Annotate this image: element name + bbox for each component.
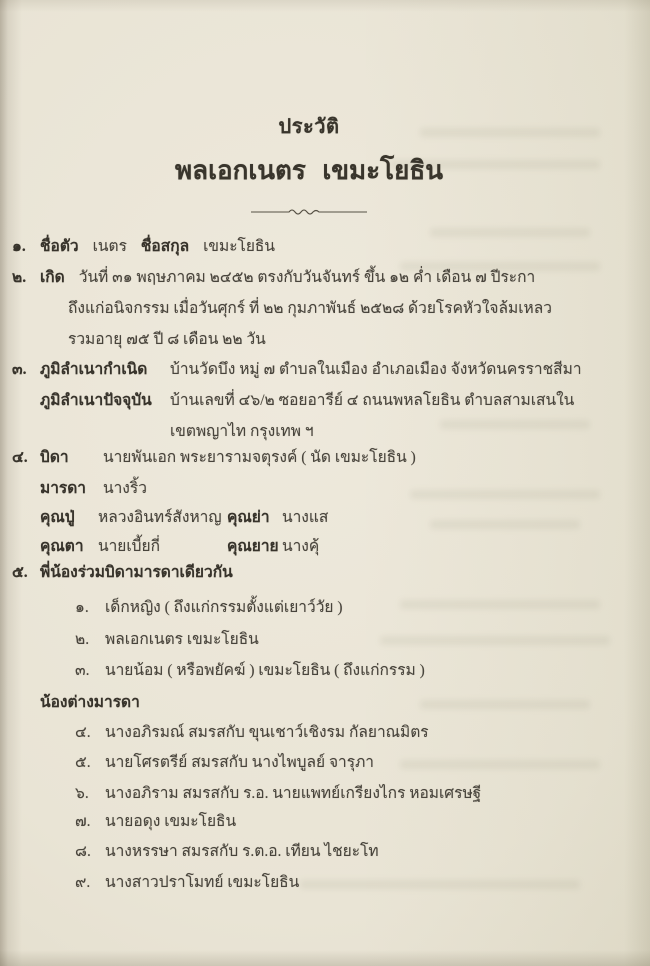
sibling-name: พลเอกเนตร เขมะโยธิน (105, 631, 259, 648)
sibling-row (0, 660, 636, 682)
maternal-grandfather-label: คุณตา (40, 538, 84, 555)
item-number: ๓. (12, 361, 27, 378)
sibling-number: ๓. (75, 662, 90, 679)
sibling-number: ๕. (75, 754, 91, 771)
sibling-name: นายโศรตรีย์ สมรสกับ นางไพบูลย์ จารุภา (105, 754, 374, 771)
grandfather-name: หลวงอินทร์สังหาญ (98, 509, 222, 526)
residence-address: บ้านเลขที่ ๔๖/๒ ซอยอารีย์ ๔ ถนนพหลโยธิน ตำบลสามเสนใน (170, 392, 575, 409)
mother-label: มารดา (40, 480, 87, 497)
residence-line (0, 390, 636, 412)
residence-district: เขตพญาไท กรุงเทพ ฯ (170, 423, 314, 440)
paternal-grandparents-line (0, 507, 636, 529)
sibling-number: ๙. (75, 874, 91, 891)
siblings-heading: พี่น้องร่วมบิดามารดาเดียวกัน (40, 564, 233, 581)
grandmother-label: คุณย่า (227, 509, 270, 526)
mother-line (0, 478, 636, 500)
mother-name: นางริ้ว (103, 480, 147, 497)
sibling-name: นางหรรษา สมรสกับ ร.ต.อ. เทียน ไชยะโท (105, 843, 379, 860)
item-number: ๔. (12, 449, 28, 466)
item-1-name (0, 236, 636, 258)
grandmother-name: นางแส (282, 509, 329, 526)
father-name: นายพันเอก พระยารามจตุรงค์ ( นัด เขมะโยธิน ) (103, 449, 416, 466)
sibling-name: เด็กหญิง ( ถึงแก่กรรมตั้งแต่เยาว์วัย ) (105, 599, 343, 616)
sibling-number: ๔. (75, 724, 91, 741)
item-3-birthplace (0, 359, 636, 381)
sibling-name: นายอดุง เขมะโยธิน (105, 813, 237, 830)
half-siblings-heading: น้องต่างมารดา (40, 694, 140, 711)
residence-line-2 (0, 421, 636, 443)
given-name-label: ชื่อตัว (40, 238, 79, 255)
half-sibling-row (0, 722, 636, 744)
maternal-grandparents-line (0, 536, 636, 558)
sibling-name: นางสาวปราโมทย์ เขมะโยธิน (105, 874, 300, 891)
half-sibling-row (0, 783, 636, 805)
surname-label: ชื่อสกุล (140, 238, 190, 255)
death-date: ถึงแก่อนิจกรรม เมื่อวันศุกร์ ที่ ๒๒ กุมภาพันธ์ ๒๕๒๘ ด้วยโรคหัวใจล้มเหลว (68, 300, 552, 317)
sibling-number: ๑. (75, 599, 89, 616)
squiggle-divider (0, 204, 634, 222)
given-name: เนตร (92, 238, 127, 255)
sibling-number: ๒. (75, 631, 90, 648)
birthplace-label: ภูมิลำเนากำเนิด (40, 361, 148, 378)
item-5-siblings-heading (0, 562, 636, 584)
item-2-birth (0, 267, 636, 289)
item-number: ๒. (12, 269, 27, 286)
sibling-number: ๗. (75, 813, 91, 830)
maternal-grandmother-name: นางคุ้ (282, 538, 320, 555)
item-4-father (0, 447, 636, 469)
item-number: ๑. (12, 238, 26, 255)
sibling-number: ๖. (75, 785, 89, 802)
sibling-name: นางอภิรมณ์ สมรสกับ ขุนเชาว์เชิงรม กัลยาณมิตร (105, 724, 429, 741)
maternal-grandmother-label: คุณยาย (227, 538, 279, 555)
birth-date: วันที่ ๓๑ พฤษภาคม ๒๔๕๒ ตรงกับวันจันทร์ ขึ้น ๑๒ ค่ำ เดือน ๗ ปีระกา (78, 269, 536, 286)
sibling-name: นางอภิราม สมรสกับ ร.อ. นายแพทย์เกรียงไกร หอมเศรษฐี (105, 785, 482, 802)
father-label: บิดา (40, 449, 69, 466)
grandfather-label: คุณปู่ (40, 509, 75, 526)
half-sibling-row (0, 752, 636, 774)
page-title: ประวัติ (278, 116, 340, 138)
age-total: รวมอายุ ๗๕ ปี ๘ เดือน ๒๒ วัน (68, 331, 266, 348)
maternal-grandfather-name: นายเบี้ยกี่ (98, 538, 160, 555)
item-number: ๕. (12, 564, 28, 581)
death-line (0, 298, 636, 320)
sibling-number: ๘. (75, 843, 91, 860)
residence-label: ภูมิลำเนาปัจจุบัน (40, 392, 152, 409)
birth-label: เกิด (40, 269, 65, 286)
birthplace: บ้านวัดบึง หมู่ ๗ ตำบลในเมือง อำเภอเมือง จังหวัดนครราชสีมา (170, 361, 582, 378)
half-sibling-row (0, 841, 636, 863)
sibling-row (0, 629, 636, 651)
half-sibling-row (0, 811, 636, 833)
half-siblings-heading-line (0, 692, 636, 714)
half-sibling-row (0, 872, 636, 894)
person-name-title: พลเอกเนตร เขมะโยธิน (175, 156, 443, 185)
sibling-row (0, 597, 636, 619)
surname: เขมะโยธิน (203, 238, 275, 255)
age-line (0, 329, 636, 351)
sibling-name: นายน้อม ( หรือพยัคฆ์ ) เขมะโยธิน ( ถึงแก่กรรม ) (105, 662, 425, 679)
